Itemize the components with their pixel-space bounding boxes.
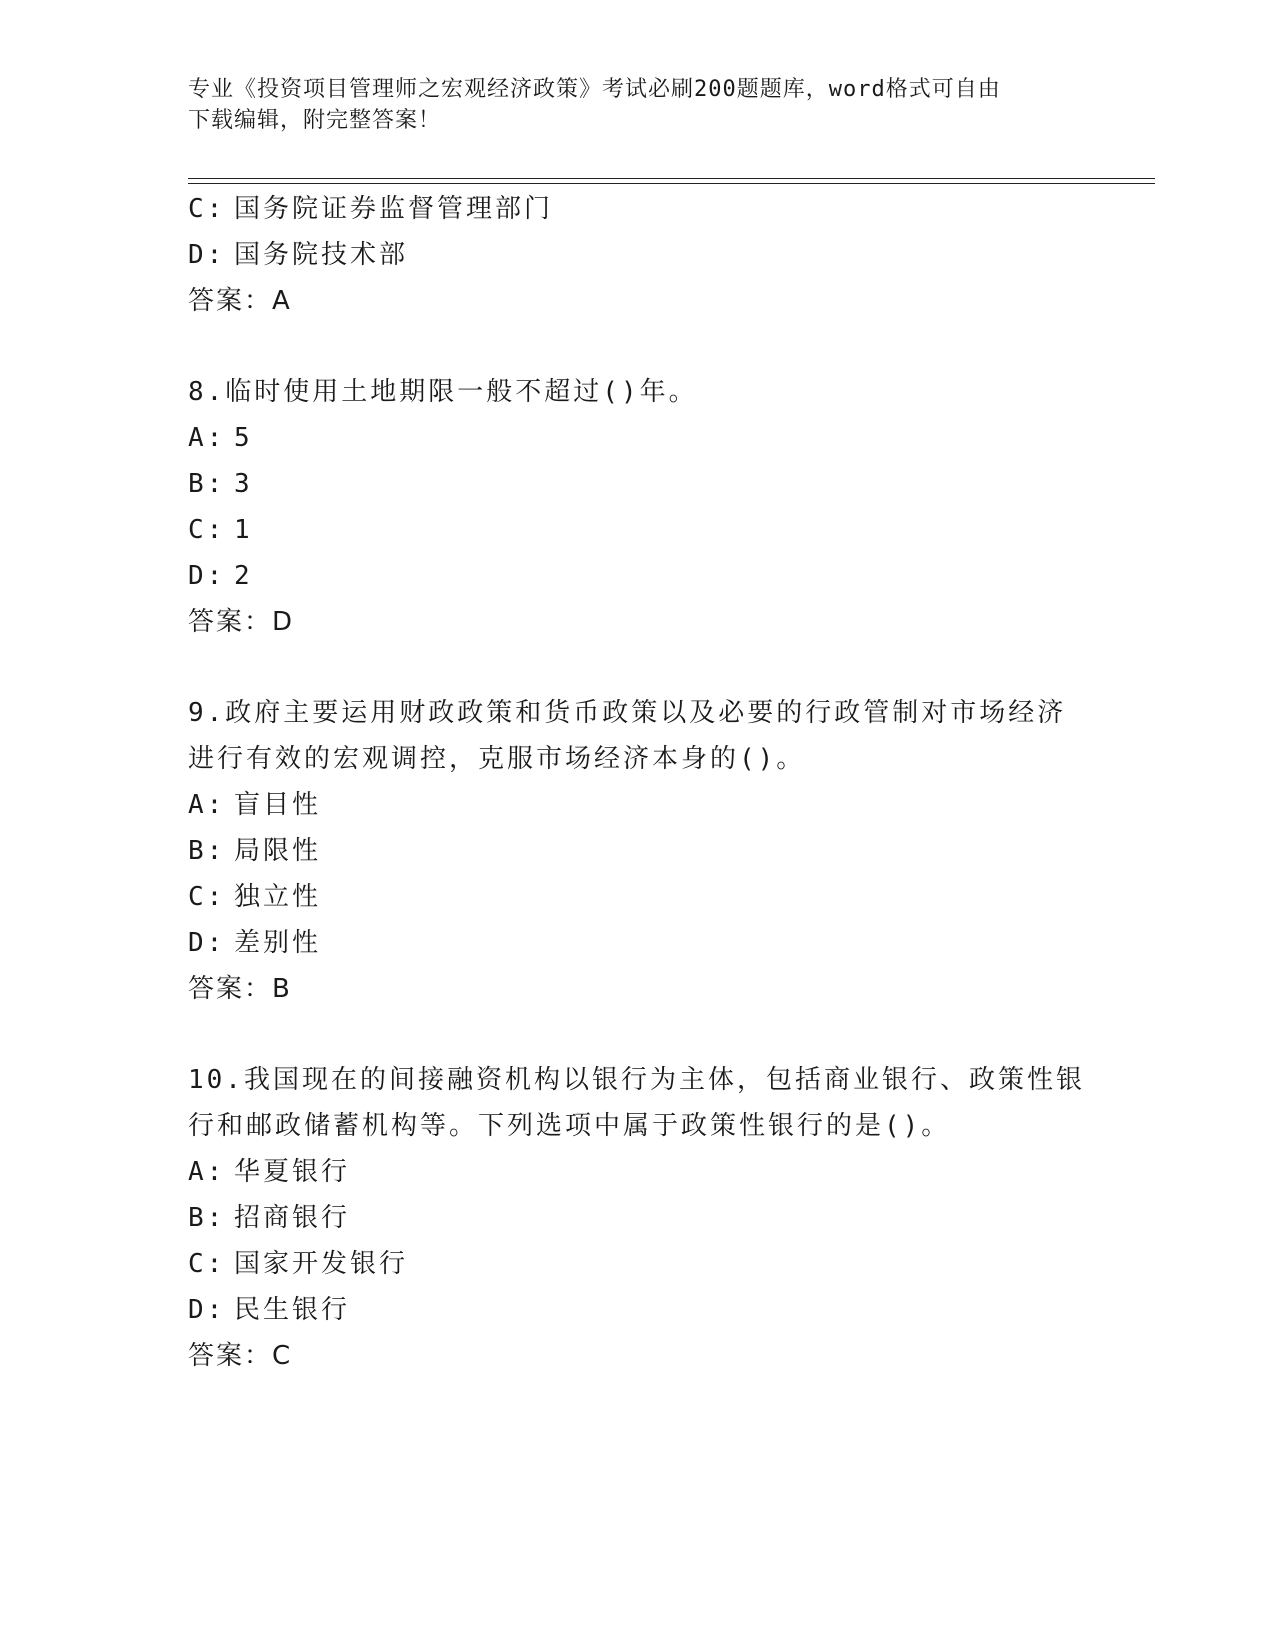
option-prefix: B: xyxy=(188,1203,226,1233)
option-prefix: D: xyxy=(188,1295,226,1325)
option-prefix: C: xyxy=(188,515,226,545)
question-text-line-2: 进行有效的宏观调控，克服市场经济本身的()。 xyxy=(188,744,806,774)
header-line-1: 专业《投资项目管理师之宏观经济政策》考试必刷200题题库，word格式可自由 xyxy=(188,77,1001,102)
option-text: 差别性 xyxy=(234,928,322,958)
header-rule-bottom xyxy=(188,183,1155,184)
option-a xyxy=(188,1149,1088,1195)
option-a xyxy=(188,782,1088,828)
question-8 xyxy=(188,369,1088,645)
option-a xyxy=(188,415,1088,461)
question-text-line-2: 行和邮政储蓄机构等。下列选项中属于政策性银行的是()。 xyxy=(188,1111,951,1141)
option-text: 盲目性 xyxy=(234,790,322,820)
option-c xyxy=(188,874,1088,920)
option-prefix: A: xyxy=(188,1157,226,1187)
option-text: 民生银行 xyxy=(234,1295,351,1325)
option-b xyxy=(188,1195,1088,1241)
option-d xyxy=(188,553,1088,599)
option-d xyxy=(188,1287,1088,1333)
option-prefix: D: xyxy=(188,561,226,591)
option-text: 2 xyxy=(234,561,253,591)
option-prefix: C: xyxy=(188,194,226,224)
answer-line: 答案：C xyxy=(188,1341,293,1371)
question-text: 8.临时使用土地期限一般不超过()年。 xyxy=(188,377,698,407)
answer-line: 答案：A xyxy=(188,286,292,316)
header-line-2: 下载编辑，附完整答案！ xyxy=(188,108,442,133)
option-text: 3 xyxy=(234,469,253,499)
question-text-line-1: 10.我国现在的间接融资机构以银行为主体，包括商业银行、政策性银 xyxy=(188,1065,1085,1095)
spacer xyxy=(188,1012,1088,1057)
option-text: 局限性 xyxy=(234,836,322,866)
option-d xyxy=(188,920,1088,966)
spacer xyxy=(188,645,1088,690)
option-prefix: A: xyxy=(188,423,226,453)
option-text: 国家开发银行 xyxy=(234,1249,409,1279)
option-c xyxy=(188,186,1088,232)
option-c xyxy=(188,1241,1088,1287)
option-text: 5 xyxy=(234,423,253,453)
option-prefix: D: xyxy=(188,240,226,270)
option-prefix: D: xyxy=(188,928,226,958)
option-b xyxy=(188,828,1088,874)
option-prefix: C: xyxy=(188,882,226,912)
answer-line: 答案：D xyxy=(188,607,295,637)
option-prefix: A: xyxy=(188,790,226,820)
spacer xyxy=(188,324,1088,369)
option-text: 招商银行 xyxy=(234,1203,351,1233)
option-b xyxy=(188,461,1088,507)
question-text-line-1: 9.政府主要运用财政政策和货币政策以及必要的行政管制对市场经济 xyxy=(188,698,1067,728)
document-header xyxy=(188,74,1088,136)
option-text: 华夏银行 xyxy=(234,1157,351,1187)
answer-line: 答案：B xyxy=(188,974,292,1004)
option-text: 1 xyxy=(234,515,253,545)
option-prefix: C: xyxy=(188,1249,226,1279)
question-9 xyxy=(188,690,1088,1012)
option-text: 国务院技术部 xyxy=(234,240,409,270)
question-partial xyxy=(188,186,1088,324)
option-c xyxy=(188,507,1088,553)
header-rule-top xyxy=(188,178,1155,179)
option-text: 独立性 xyxy=(234,882,322,912)
question-list xyxy=(188,186,1088,1379)
option-d xyxy=(188,232,1088,278)
option-prefix: B: xyxy=(188,836,226,866)
option-text: 国务院证券监督管理部门 xyxy=(234,194,554,224)
question-10 xyxy=(188,1057,1088,1379)
option-prefix: B: xyxy=(188,469,226,499)
